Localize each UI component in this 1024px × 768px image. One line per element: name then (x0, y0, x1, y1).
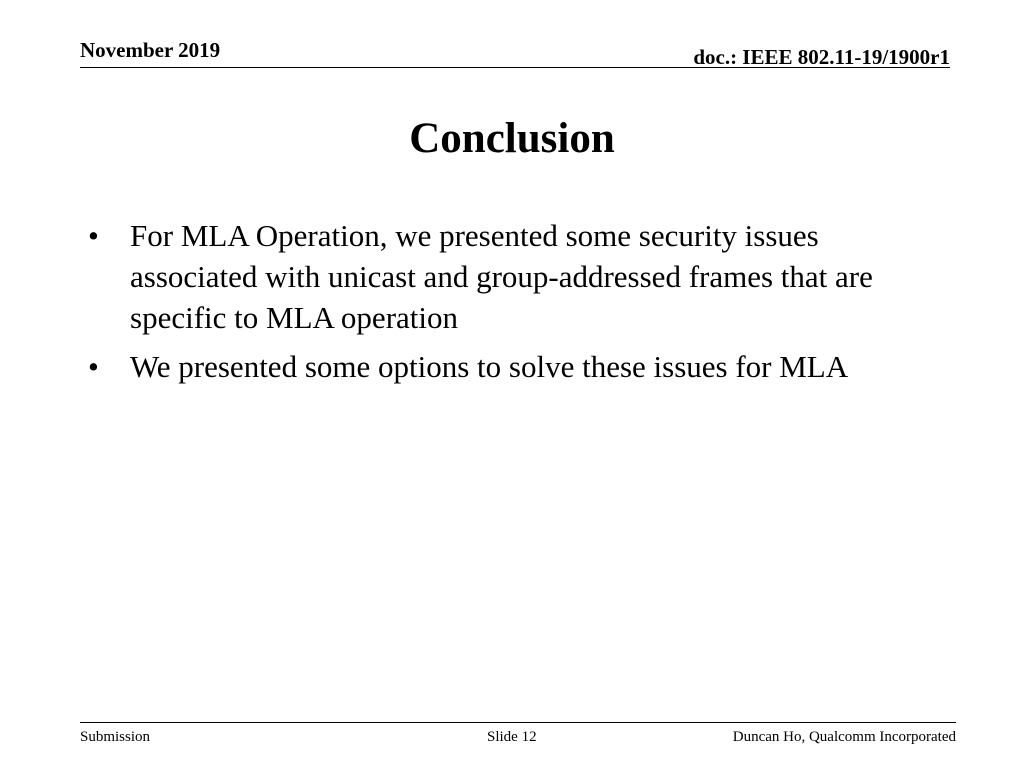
header-date: November 2019 (80, 38, 221, 62)
document-id: doc.: IEEE 802.11-19/1900r1 (693, 45, 950, 69)
footer-divider (80, 722, 956, 723)
bullet-icon: • (88, 349, 99, 384)
slide-number: Slide 12 (487, 729, 537, 745)
bullet-item (88, 346, 938, 387)
bullet-icon: • (88, 218, 99, 253)
bullet-item (88, 215, 938, 338)
slide-title: Conclusion (409, 115, 615, 162)
bullet-text: For MLA Operation, we presented some security issues associated with unicast and group-addressed frames that are specific to MLA operation (130, 218, 873, 335)
bullet-text: We presented some options to solve these issues for MLA (130, 349, 849, 384)
footer-author: Duncan Ho, Qualcomm Incorporated (732, 729, 956, 745)
footer-submission: Submission (80, 729, 151, 745)
header-divider (80, 67, 950, 68)
bullet-list (88, 215, 938, 395)
